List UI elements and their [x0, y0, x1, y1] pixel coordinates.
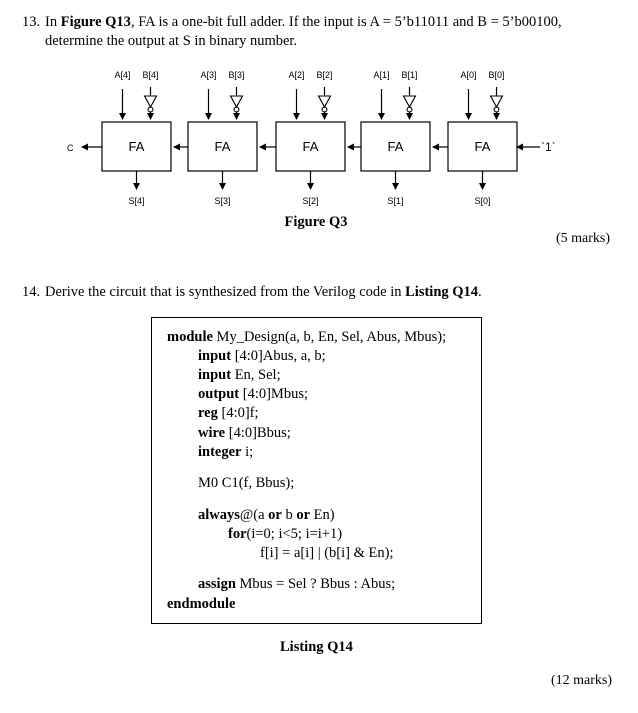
q14-marks: (12 marks) [551, 673, 613, 688]
q13-figure-ref: Figure Q13 [60, 14, 131, 30]
code-line-module: module My_Design(a, b, En, Sel, Abus, Mbus); [167, 329, 447, 345]
a-bit-label: A[3] [200, 70, 217, 80]
listing-caption: Listing Q14 [280, 639, 353, 655]
code-line-input1: input [4:0]Abus, a, b; [198, 348, 326, 364]
code-line-reg: reg [4:0]f; [198, 405, 259, 421]
inverter-triangle [231, 96, 243, 107]
code-line-endmodule: endmodule [167, 596, 236, 612]
inverter-bubble [148, 107, 153, 112]
code-line-for: for(i=0; i<5; i=i+1) [228, 526, 343, 542]
a-bit-label: A[2] [288, 70, 305, 80]
code-line-wire: wire [4:0]Bbus; [198, 425, 291, 441]
a-bit-label: A[1] [373, 70, 390, 80]
listing-box [151, 317, 482, 624]
inverter-bubble [322, 107, 327, 112]
q13-text-line2: determine the output at S in binary number. [45, 33, 298, 49]
adder-figure [0, 0, 638, 240]
q14-number: 14. [22, 284, 41, 300]
s-bit-label: S[4] [128, 196, 145, 206]
inverter-triangle [145, 96, 157, 107]
code-line-instance: M0 C1(f, Bbus); [198, 475, 295, 491]
s-bit-label: S[1] [387, 196, 404, 206]
q13-marks: (5 marks) [556, 231, 611, 246]
inverter-bubble [234, 107, 239, 112]
full-adder-label: FA [387, 139, 404, 154]
q13-number: 13. [22, 14, 41, 30]
inverter-triangle [319, 96, 331, 107]
q14-listing-ref: Listing Q14 [405, 284, 479, 300]
a-bit-label: A[4] [114, 70, 131, 80]
code-line-input2: input En, Sel; [198, 367, 281, 383]
inverter-triangle [491, 96, 503, 107]
full-adder-label: FA [474, 139, 491, 154]
b-bit-label: B[2] [316, 70, 333, 80]
b-bit-label: B[0] [488, 70, 505, 80]
s-bit-label: S[3] [214, 196, 231, 206]
q14-text: Derive the circuit that is synthesized from the Verilog code in Listing Q14. [45, 284, 482, 300]
s-bit-label: S[2] [302, 196, 319, 206]
a-bit-label: A[0] [460, 70, 477, 80]
s-bit-label: S[0] [474, 196, 491, 206]
code-line-integer: integer i; [198, 444, 254, 460]
carry-out-label: C [67, 143, 74, 153]
full-adder-label: FA [214, 139, 231, 154]
figure-caption: Figure Q3 [284, 214, 348, 230]
code-line-always: always@(a or b or En) [198, 507, 335, 523]
b-bit-label: B[3] [228, 70, 245, 80]
full-adder-label: FA [128, 139, 145, 154]
b-bit-label: B[4] [142, 70, 159, 80]
inverter-bubble [494, 107, 499, 112]
code-line-assign-f: f[i] = a[i] | (b[i] & En); [260, 545, 394, 561]
full-adder-label: FA [302, 139, 319, 154]
code-line-output: output [4:0]Mbus; [198, 386, 308, 402]
q13-text-line1: In Figure Q13, FA is a one-bit full adder. If the input is A = 5’b11011 and B = 5’b00100, [45, 14, 562, 30]
code-line-assign: assign Mbus = Sel ? Bbus : Abus; [198, 576, 396, 592]
inverter-triangle [404, 96, 416, 107]
inverter-bubble [407, 107, 412, 112]
carry-in-label: `1` [541, 140, 556, 154]
b-bit-label: B[1] [401, 70, 418, 80]
